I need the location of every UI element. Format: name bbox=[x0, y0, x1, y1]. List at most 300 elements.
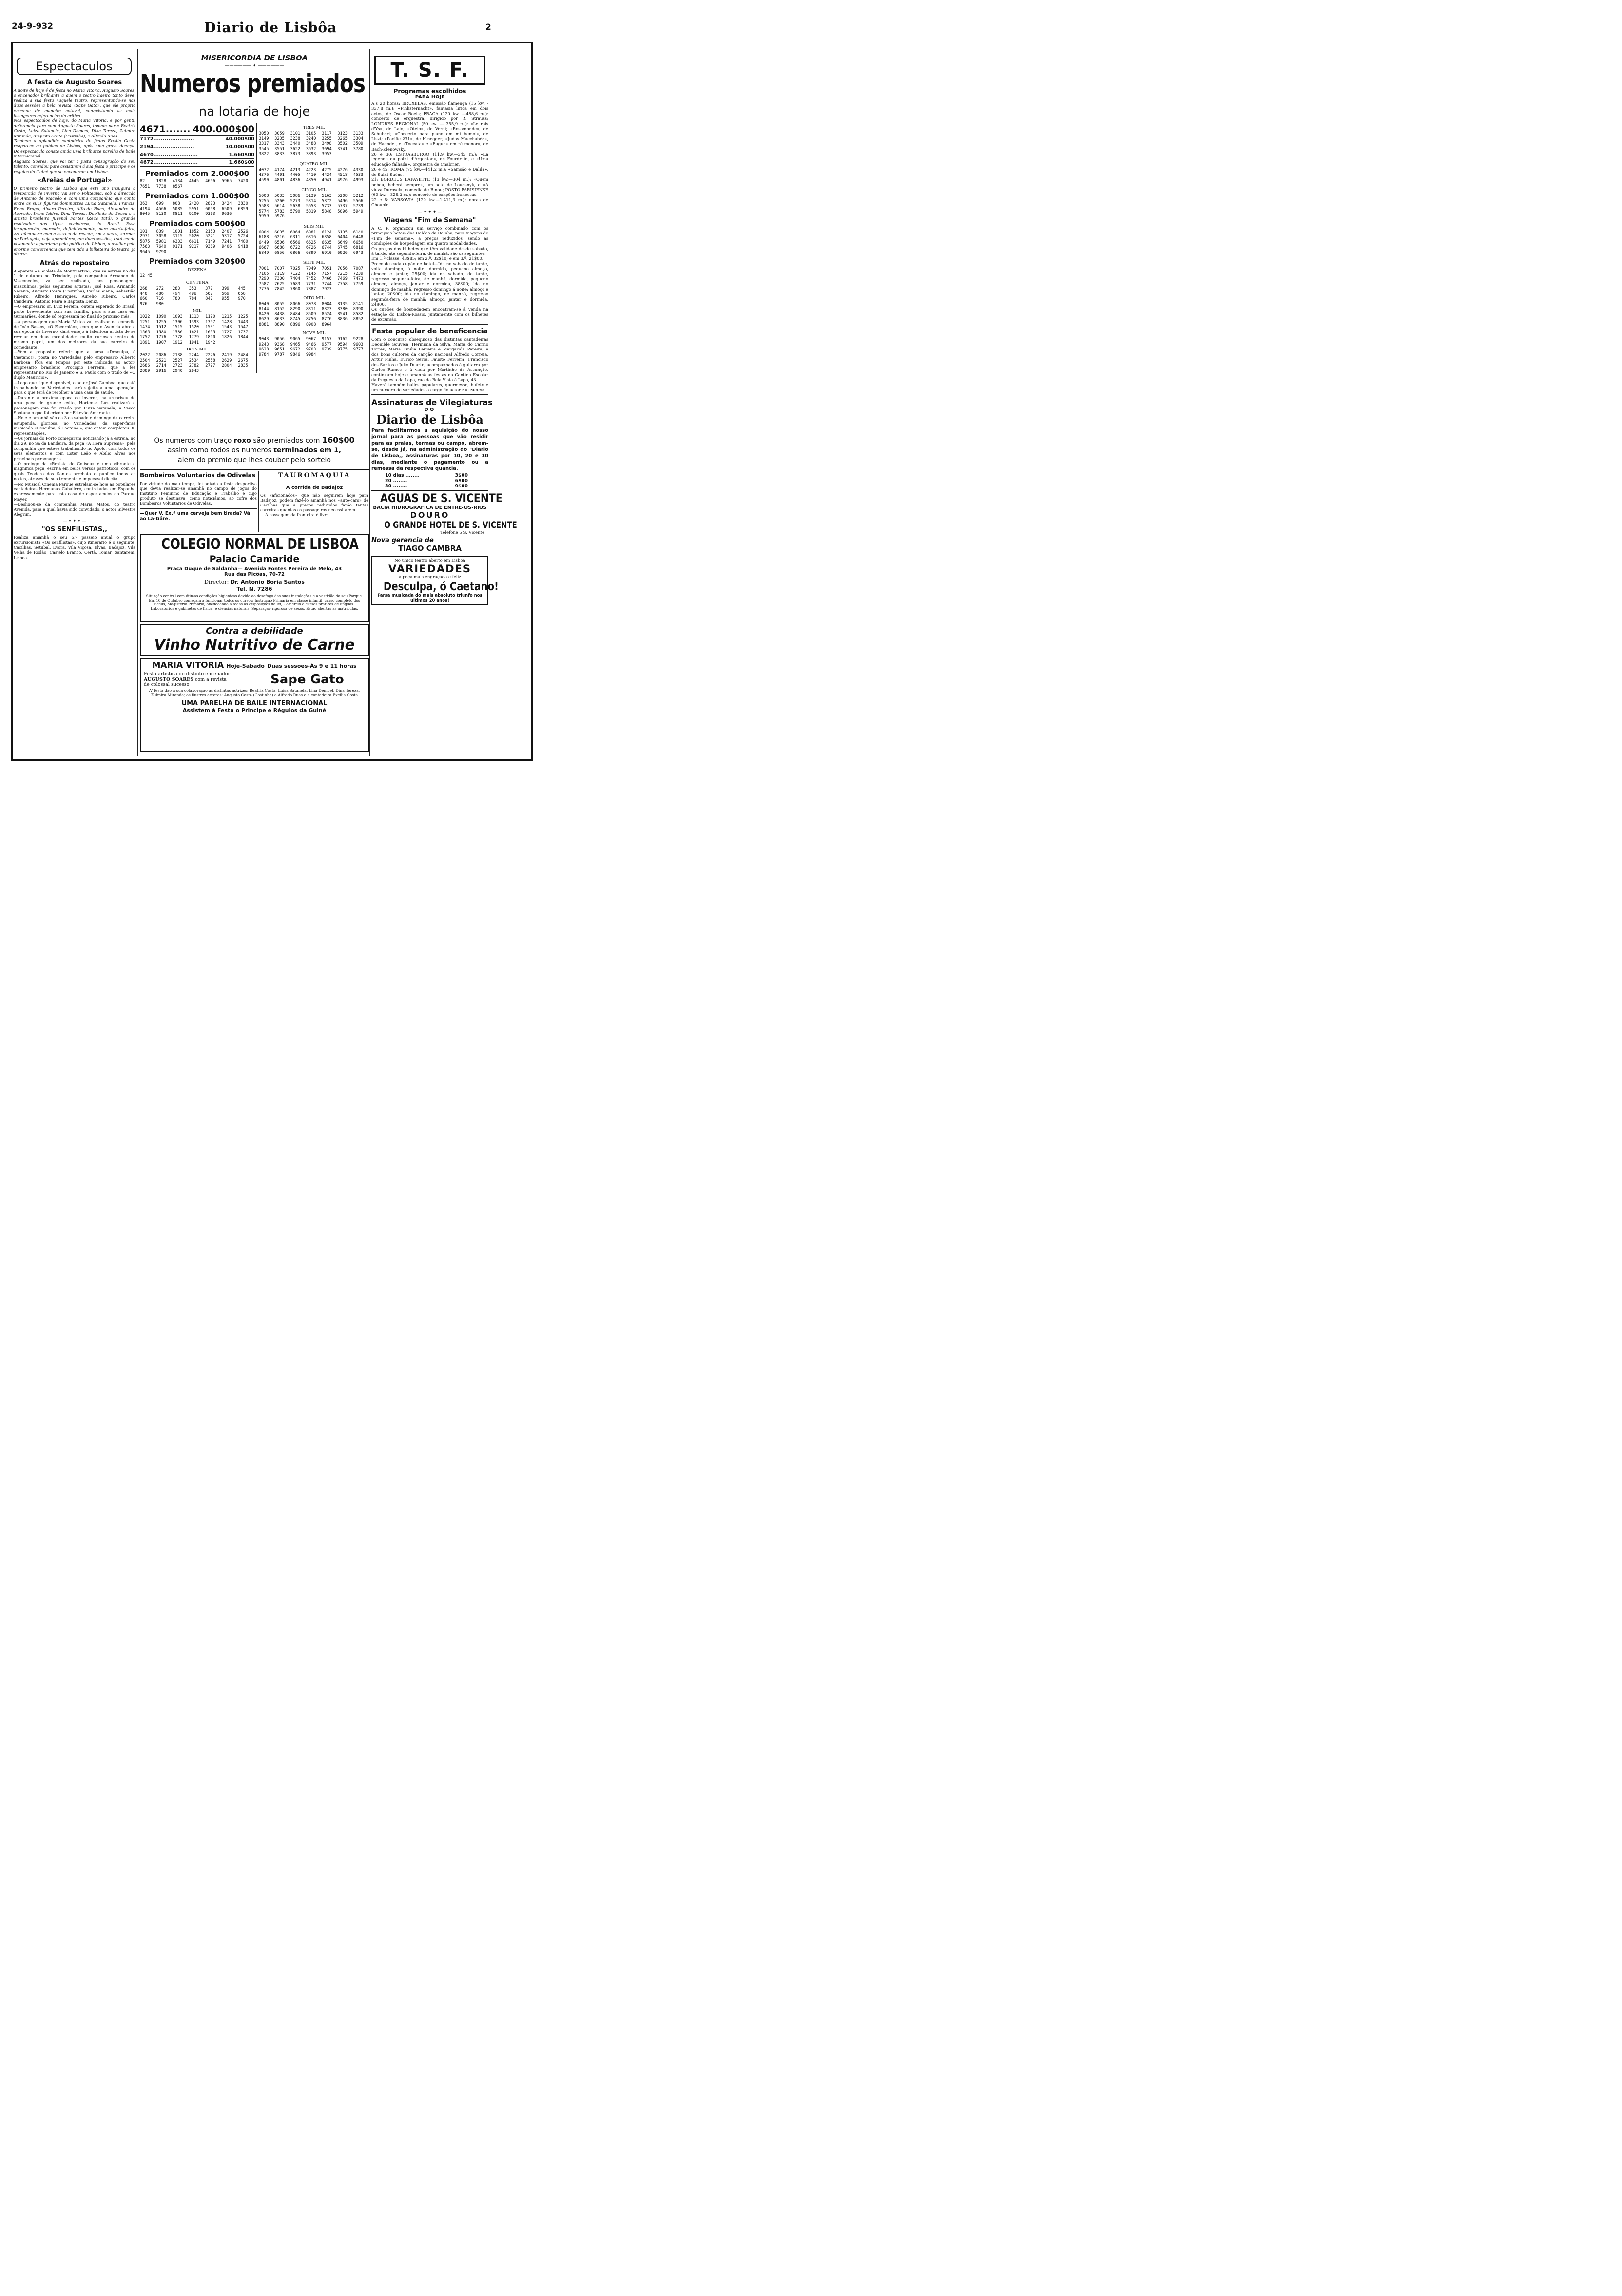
lottery-number: 1090 bbox=[156, 314, 167, 319]
lottery-number: 9645 bbox=[140, 249, 150, 254]
column-rule bbox=[258, 471, 259, 532]
sessions: Duas sessões-Ás 9 e 11 horas bbox=[267, 663, 357, 669]
paragraph: Augusto Soares, que vai ter a justa consagração do seu talento, convidou para assistirem á sua festa o principe e os regulos da Guiné que se encontram em Lisboa. bbox=[14, 158, 135, 174]
lottery-number: 1942 bbox=[205, 340, 215, 345]
lottery-number: 4533 bbox=[353, 173, 364, 177]
headline: Festa popular de beneficencia bbox=[372, 327, 488, 335]
lottery-number: 7087 bbox=[353, 266, 364, 271]
group-label: SETE MIL bbox=[303, 260, 325, 265]
paragraph: Situação central com ótimas condições higienicas devido ao desafogo das suas instalações e a vastidão do seu Parque. bbox=[146, 594, 363, 598]
number-grid bbox=[140, 353, 254, 373]
lottery-number: 5959 bbox=[259, 214, 269, 219]
lottery-number: 6058 bbox=[205, 206, 215, 212]
divider bbox=[140, 469, 369, 470]
lottery-number: 9228 bbox=[353, 337, 364, 342]
lottery-number: 6081 bbox=[306, 230, 316, 235]
lottery-number: 9389 bbox=[205, 244, 215, 249]
lottery-number: 9651 bbox=[274, 347, 285, 352]
theatre-name: MARIA VITORIA bbox=[152, 661, 224, 670]
price-days: 20 ........ bbox=[385, 478, 407, 484]
paragraph: A,s 20 horas: BRUXELAS, emissão flamenga (15 kw. - 337,8 m.): «Pinksternacht», fantasia lirica em dois actos, de Oscar Roels; PRAGA (120 kw. —488,6 m.): concerto de orquestra, dirigido por R. Strauss; LONDRES REGIONAL (50 kw. — 355,9 m.): «Le rois d'Ys», de Lalo; «Otelo», de Verdi; «Rosamonde», de Schubert; «Concerto para piano em mi bemol», de Liszt; «Pacific 231», de H.negger; «Judas Macchabée», de Haendel, e «Toccata» e «Fugue» em ré menor», de Bach-Klenowsky. bbox=[371, 101, 488, 152]
lottery-number: 372 bbox=[205, 286, 213, 291]
lottery-number: 7759 bbox=[353, 281, 364, 287]
lottery-number: 3133 bbox=[353, 131, 364, 136]
paragraph: Com o concurso obsequioso das distintas cantadeiras Deonilde Gouveia, Herminia da Silva, Maria do Carmo Torres, Maria Emilia Ferreira e Margarida Pereira, e dos bons cultores da canção nacional Alfredo Correia, Artur Pinha, Eurico Serra, Fausto Ferreira, Francisco dos Santos e Julio Duarte, acompanhados á guitarra por Carlos Ramos e á viola por Martinho de Assunção, continuam hoje e amanhã as festas da Cantina Escolar da freguesia da Lapa, rua da Bela Vista á Lapa, 43. bbox=[371, 336, 488, 382]
lottery-number: 1251 bbox=[140, 319, 150, 325]
lottery-number: 6816 bbox=[353, 245, 364, 250]
lottery-number: 9790 bbox=[156, 249, 167, 254]
lottery-number: 8896 bbox=[290, 322, 301, 327]
lottery-number: 7215 bbox=[337, 271, 348, 276]
lottery-number: 1727 bbox=[221, 330, 232, 335]
footer-text: Os numeros com traço bbox=[154, 437, 232, 445]
lottery-number: 3317 bbox=[259, 141, 269, 146]
lottery-number: 7149 bbox=[205, 239, 215, 244]
paragraph: 20 e 30: ESTRASBURGO (11,9 kw.—345 m.): «La legende du point d'Argentan», de Fourdrain, e «Uma educação falhada», orquestra de Chabrier. bbox=[371, 152, 488, 167]
lottery-number: 6404 bbox=[337, 235, 348, 240]
lottery-number: 716 bbox=[156, 296, 164, 301]
lottery-number: 7105 bbox=[259, 271, 269, 276]
lottery-number: 1655 bbox=[205, 330, 215, 335]
lottery-number: 8908 bbox=[306, 322, 316, 327]
lottery-number: 5314 bbox=[306, 198, 316, 204]
paragraph: A passagem da fronteira é livre. bbox=[265, 512, 330, 517]
footer-amount: 160$00 bbox=[322, 435, 355, 445]
lottery-number: 6004 bbox=[259, 230, 269, 235]
paragraph: Haverá também bailes populares, quermesse, bufete e um numero de variedades a cargo do actor Rui Meteio. bbox=[371, 382, 488, 392]
lottery-number: 9368 bbox=[274, 342, 285, 347]
paragraph: —O prologo da «Revista do Coliseu» é uma vibrante e magnifica peça, escrita em belos versos patrioticos, com os quais Teodoro dos Santos arrebata o publico todas as noites, através da sua tremente e impecavel dicção. bbox=[14, 461, 135, 482]
lottery-number: 2420 bbox=[189, 201, 199, 206]
lottery-number: 5085 bbox=[173, 206, 183, 212]
number-grid bbox=[259, 230, 369, 256]
lottery-number: 268 bbox=[140, 286, 148, 291]
lottery-number: 1520 bbox=[189, 325, 199, 330]
lottery-subtitle: na lotaria de hoje bbox=[198, 104, 310, 119]
lottery-number: 5008 bbox=[259, 194, 269, 198]
paragraph: —Durante a proxima epoca de inverno, na «reprise» de uma peça de grande exito, Hortense Luz realizará o personagem que foi criado por Luiza Satanela, e Vasco Santana o que foi criado por Estevão Amarante. bbox=[14, 395, 135, 415]
lottery-number: 7466 bbox=[322, 276, 332, 281]
lottery-number: 7025 bbox=[290, 266, 301, 271]
lottery-number: 2534 bbox=[189, 358, 199, 363]
paragraph: —Vem a proposito referir que a farsa «Desculpa, ó Caetano!», posta no Variedades pelo empresario Alberto Barbosa, fôra em tempos por este indicada ao actor-empresario brasileiro Procopio Ferreira, que a fez representar no Rio de Janeiro e S. Paulo com o titulo de «O duplo Mauricio». bbox=[14, 350, 135, 380]
lottery-number: 7758 bbox=[337, 281, 348, 287]
lottery-number: 4276 bbox=[337, 167, 348, 173]
paragraph: —Logo que fique disponivel, o actor José Gamboa, que está trabalhando no Variedades, será sujeito a uma operação, para o que terá de recolher a uma casa de saude. bbox=[14, 380, 135, 395]
lottery-number: 7842 bbox=[274, 287, 285, 292]
lottery-number: 8633 bbox=[274, 317, 285, 322]
lottery-number: 8040 bbox=[259, 301, 269, 307]
paragraph: A noite de hoje é de festa no Maria Vitoria. Augusto Soares, o encenador brilhante a quem o teatro ligeiro tanto deve, realiza a sua festa naquele teatro, representando-se nas duas sessões a bela revista «Sape Gato», que ele proprio encenou de maneira notavel, conquistando as mais lisongeiras referencias da critica. bbox=[14, 88, 135, 118]
group-label: CENTENA bbox=[186, 280, 209, 285]
lottery-number: 4134 bbox=[173, 179, 183, 184]
lottery-number: 2419 bbox=[221, 353, 232, 358]
headline: Atrás do reposteiro bbox=[39, 259, 110, 267]
price-days: 30 ........ bbox=[385, 484, 407, 489]
lottery-number: 8890 bbox=[274, 322, 285, 327]
lottery-number: 6943 bbox=[353, 250, 364, 255]
lottery-number: 9594 bbox=[337, 342, 348, 347]
lottery-number: 5638 bbox=[290, 204, 301, 209]
number-grid bbox=[140, 286, 254, 307]
lottery-number: 1022 bbox=[140, 314, 150, 319]
day: Hoje-Sabado bbox=[226, 663, 265, 669]
lottery-number: 7049 bbox=[306, 266, 316, 271]
lottery-number: 6910 bbox=[322, 250, 332, 255]
lottery-number: 2714 bbox=[156, 363, 167, 368]
fest-line: com a revista bbox=[195, 677, 227, 682]
column-rule-right bbox=[369, 49, 370, 756]
lottery-number: 9777 bbox=[353, 347, 364, 352]
subheadline: A corrida de Badajoz bbox=[286, 485, 343, 490]
lottery-number: 1826 bbox=[221, 335, 232, 340]
lottery-number: 4405 bbox=[290, 173, 301, 177]
lottery-number: 5139 bbox=[306, 194, 316, 198]
lottery-number: 8582 bbox=[353, 311, 364, 317]
lottery-number: 2723 bbox=[173, 363, 183, 368]
lottery-number: 5033 bbox=[274, 194, 285, 198]
lottery-number: 2804 bbox=[221, 363, 232, 368]
lottery-number: 3255 bbox=[322, 136, 332, 141]
lottery-number: 7776 bbox=[259, 287, 269, 292]
paragraph: Em 1.ª classe, 48$85; em 2.ª, 32$10; e em 3.ª, 21$00. bbox=[371, 256, 483, 261]
lottery-number: 7744 bbox=[322, 281, 332, 287]
lottery-number: 7731 bbox=[306, 281, 316, 287]
lottery-number: 5949 bbox=[353, 209, 364, 214]
divider bbox=[371, 394, 488, 395]
lottery-number: 5208 bbox=[337, 194, 348, 198]
lottery-number: 5965 bbox=[221, 179, 232, 184]
lottery-number: 2526 bbox=[238, 229, 248, 234]
lottery-number: 8130 bbox=[156, 212, 167, 216]
lottery-number: 2521 bbox=[156, 358, 167, 363]
lottery-number: 9577 bbox=[322, 342, 332, 347]
paragraph: Os «aficionados» que não seguirem hoje para Badajoz, podem fazê-lo amanhã nos «auto-cars» de Cacilhas que a preços reduzidos farão tantas carreiras quantas os passageiros necessitarem. bbox=[260, 493, 368, 512]
lottery-number: 1912 bbox=[173, 340, 183, 345]
newspaper-masthead: Diario de Lisbôa bbox=[204, 19, 337, 36]
lottery-number: 2138 bbox=[173, 353, 183, 358]
headline: "OS SENFILISTAS,, bbox=[41, 525, 108, 533]
lottery-results bbox=[140, 54, 369, 373]
number-grid bbox=[259, 168, 369, 183]
top-prize-row bbox=[140, 143, 254, 151]
lottery-number: 7651 bbox=[140, 184, 150, 189]
price-row bbox=[385, 478, 468, 484]
lottery-number: 1737 bbox=[238, 330, 248, 335]
lottery-number: 7241 bbox=[221, 239, 232, 244]
lottery-number: 486 bbox=[156, 291, 164, 296]
lottery-number: 5163 bbox=[322, 194, 332, 198]
group-label: QUATRO MIL bbox=[299, 161, 328, 167]
lottery-number: 7887 bbox=[306, 287, 316, 292]
lottery-number: 6358 bbox=[322, 235, 332, 240]
lottery-number: 8290 bbox=[290, 307, 301, 311]
paragraph: —No Musical Cinema Parque estrelam-se hoje as populares cantadeiras Hermanas Caballero, contratadas em Espanha expressamente para esta casa de espectaculos do Parque Mayer. bbox=[14, 481, 135, 502]
lottery-number: 8135 bbox=[337, 301, 348, 307]
lottery-number: 839 bbox=[156, 229, 164, 234]
lottery-number: 8629 bbox=[259, 317, 269, 322]
lottery-number: 1190 bbox=[205, 314, 215, 319]
paragraph: Por virtude do mau tempo, foi adiada a festa desportiva que devia realizar-se amanhã no campo de jogos do Instituto Feminino de Educação e Trabalho e cujo produto se destinava, como noticiámos, ao cofre dos Bombeiros Voluntarios de Odivelas. bbox=[140, 481, 257, 506]
lottery-number: 3235 bbox=[274, 136, 285, 141]
lottery-number: 2527 bbox=[173, 358, 183, 363]
lottery-number: 1565 bbox=[140, 330, 150, 335]
lottery-number: 1113 bbox=[189, 314, 199, 319]
paragraph: 21: BORDEUS LAFAYETTE (13 kw.—304 m.): «Quem bebeu, beberá sempre», um acto de Louesnyk, e «A viuva Durosel», comedia de Binou; POSTO PARISIENSE (60 kw.—328,2 m.): concerto de canções francesas. bbox=[371, 177, 488, 197]
lottery-number: 496 bbox=[189, 291, 197, 296]
group-label: DOIS MIL bbox=[186, 347, 208, 352]
lottery-number: 272 bbox=[156, 286, 164, 291]
page-number: 2 bbox=[485, 22, 491, 32]
lottery-number: 4410 bbox=[306, 173, 316, 177]
lottery-number: 1779 bbox=[189, 335, 199, 340]
lottery-number: 7563 bbox=[140, 244, 150, 249]
lottery-number: 1443 bbox=[238, 319, 248, 325]
lottery-number: 1752 bbox=[140, 335, 150, 340]
lottery-number: 5020 bbox=[189, 234, 199, 239]
show-title: Sape Gato bbox=[270, 672, 344, 687]
lottery-number: 7007 bbox=[274, 266, 285, 271]
footer-text: alem do premio que lhes couber pelo sorteio bbox=[178, 456, 331, 464]
paragraph: 22 e 5: VARSOVIA (120 kw.—1.411,3 m.): obras de Choupin. bbox=[371, 197, 488, 208]
lottery-number: 8420 bbox=[259, 311, 269, 317]
lottery-number: 7122 bbox=[290, 271, 301, 276]
lottery-number: 2558 bbox=[205, 358, 215, 363]
lottery-number: 6448 bbox=[353, 235, 364, 240]
lottery-number: 3893 bbox=[306, 152, 316, 156]
lottery-number: 2940 bbox=[173, 368, 183, 373]
lottery-number: 699 bbox=[156, 201, 164, 206]
lottery-number: 283 bbox=[173, 286, 180, 291]
headline: Assinaturas de Vilegiaturas bbox=[371, 398, 493, 408]
paragraph: 20 e 45: ROMA (75 kw.—441,2 m.): «Samsão e Dalila», de Saint-Saëns. bbox=[371, 167, 488, 177]
lottery-number: 2022 bbox=[140, 353, 150, 358]
colegio-title: COLEGIO NORMAL DE LISBOA bbox=[161, 536, 359, 553]
group-label: DEZENA bbox=[188, 268, 207, 272]
lottery-number: 3488 bbox=[306, 141, 316, 146]
lottery-number: 3498 bbox=[322, 141, 332, 146]
connector: DO bbox=[424, 407, 436, 413]
lottery-number: 3830 bbox=[238, 201, 248, 206]
subheadline: Programas escolhidos bbox=[393, 88, 466, 95]
headline: Bombeiros Voluntarios de Odivelas bbox=[140, 472, 255, 479]
price-row bbox=[385, 484, 468, 489]
lottery-number: 399 bbox=[221, 286, 230, 291]
lottery-number: 6124 bbox=[322, 230, 332, 235]
lottery-number: 2889 bbox=[140, 368, 150, 373]
lottery-number: 7683 bbox=[290, 281, 301, 287]
lottery-number: 970 bbox=[238, 296, 246, 301]
lottery-number: 5819 bbox=[306, 209, 316, 214]
lottery-number: 2244 bbox=[189, 353, 199, 358]
lottery-number: 4590 bbox=[259, 177, 269, 183]
lottery-number: 808 bbox=[173, 201, 180, 206]
paragraph: Os preços dos bilhetes que têm validade desde sabado, á tarde, até segunda-feira, de manhã, são os seguintes: bbox=[371, 246, 488, 256]
lottery-number: 7420 bbox=[238, 179, 248, 184]
lottery-number: 9162 bbox=[337, 337, 348, 342]
lottery-number: 5733 bbox=[322, 204, 332, 209]
lottery-number: 3050 bbox=[259, 131, 269, 136]
lottery-number: 7587 bbox=[259, 281, 269, 287]
lottery-number: 8776 bbox=[322, 317, 332, 322]
lottery-number: 9672 bbox=[290, 347, 301, 352]
lottery-number: 1810 bbox=[205, 335, 215, 340]
paragraph: Em 10 de Outubro começam a funcionar todos os cursos: Instrução Primaria em classe infantil, curso completo dos liceus, Magisterio Primario, obedecendo a todas as disposições da lei, Comercio e cursos praticos de linguas. Laboratorios e gabinetes de física, e ciencias naturais. Separação rigorosa de sexos. Estão abertas as matriculas. bbox=[149, 598, 360, 611]
lottery-number: 3502 bbox=[337, 141, 348, 146]
price-value: 9$00 bbox=[455, 484, 468, 489]
lottery-number: 9067 bbox=[306, 337, 316, 342]
lottery-number: 7001 bbox=[259, 266, 269, 271]
lottery-number: 5260 bbox=[274, 198, 285, 204]
lottery-number: 3833 bbox=[274, 152, 285, 156]
prize-heading: Premiados com 500$00 bbox=[149, 219, 246, 228]
lottery-number: 1778 bbox=[173, 335, 183, 340]
lottery-kicker: MISERICORDIA DE LISBOA bbox=[201, 54, 308, 62]
lottery-number: 9775 bbox=[337, 347, 348, 352]
footer-text: assim como todos os numeros bbox=[167, 447, 271, 454]
lottery-number: 6625 bbox=[306, 240, 316, 245]
divider bbox=[371, 324, 488, 325]
lottery-number: 7625 bbox=[274, 281, 285, 287]
lottery-number: 4174 bbox=[274, 167, 285, 173]
lottery-number: 5737 bbox=[337, 204, 348, 209]
fest-name: AUGUSTO SOARES bbox=[144, 677, 194, 682]
lottery-number: 7640 bbox=[156, 244, 167, 249]
lottery-number: 9703 bbox=[306, 347, 316, 352]
lottery-number: 5981 bbox=[156, 239, 167, 244]
lottery-number: 3822 bbox=[259, 152, 269, 156]
lottery-number: 3101 bbox=[290, 131, 301, 136]
lottery-number: 1512 bbox=[156, 325, 167, 330]
lottery-number: 6216 bbox=[274, 235, 285, 240]
lottery-number: 8141 bbox=[353, 301, 364, 307]
lottery-number: 8567 bbox=[173, 184, 183, 189]
entertainment-column bbox=[14, 54, 135, 743]
footer-emphasis: roxo bbox=[233, 437, 251, 445]
lottery-number: 8323 bbox=[322, 307, 332, 311]
lottery-number: 2916 bbox=[156, 368, 167, 373]
lottery-number: 3632 bbox=[306, 146, 316, 152]
lottery-number: 8484 bbox=[290, 311, 301, 317]
group-label: TRES MIL bbox=[303, 125, 325, 130]
lottery-number: 6744 bbox=[322, 245, 332, 250]
lottery-number: 4801 bbox=[274, 177, 285, 183]
aguas-title: AGUAS DE S. VICENTE bbox=[380, 491, 502, 506]
colegio-phone: Tel. N. 7286 bbox=[236, 586, 272, 592]
lottery-number: 353 bbox=[189, 286, 197, 291]
lottery-number: 1852 bbox=[189, 229, 199, 234]
lottery-number: 9466 bbox=[306, 342, 316, 347]
manager-name: TIAGO CAMBRA bbox=[398, 544, 462, 553]
lottery-number: 1393 bbox=[189, 319, 199, 325]
lottery-number: 4645 bbox=[189, 179, 199, 184]
lottery-number: 9406 bbox=[221, 244, 232, 249]
prize-value: 1.660$00 bbox=[229, 152, 254, 157]
lottery-number: 5653 bbox=[306, 204, 316, 209]
paragraph: A C. P. organizou um serviço combinado com os principais hoteis das Caldas da Rainha, para viagens de «Fim de semana», a preços reduzidos, sendo as condições de hospedagem em quatro modalidades. bbox=[371, 225, 488, 246]
lottery-number: 8745 bbox=[290, 317, 301, 322]
lottery-number: 8045 bbox=[140, 212, 150, 216]
lottery-footer bbox=[140, 435, 369, 465]
group-label: CINCO MIL bbox=[301, 188, 327, 193]
bombeiros-article bbox=[140, 471, 257, 522]
ornament-divider: —————— ✦ —————— bbox=[225, 63, 284, 68]
paragraph: Para facilitarmos a aquisição do nosso jornal para as pessoas que vão residir para as praias, termas ou campo, abrem-se, desde já, na administração do "Diario de Lisboa,, assinaturas por 10, 20 e 30 dias, mediante o pagamento ou a remessa da respectiva quantia. bbox=[371, 428, 488, 472]
lottery-number: 3545 bbox=[259, 146, 269, 152]
paragraph: A opereta «A Violeta de Montmartre», que se estreia no dia 1 de outubro no Trindade, pela companhia Armando de Vasconcelos, vai ser realizada, nos personagens masculinos, pelos seguintes artistas: José Rosa, Armando Saraiva, Augusto Costa (Costinha), Carlos Viana, Sebastião Ribeiro, Alfredo Henriques, Aurelio Ribeiro, Carlos Candeira, Antonio Paiva e Baptista Deniz. bbox=[14, 268, 135, 304]
price-row bbox=[385, 473, 468, 478]
vinho-line1: Contra a debilidade bbox=[206, 626, 303, 636]
footer-emphasis: terminados em 1, bbox=[273, 447, 342, 454]
lottery-number: 2835 bbox=[238, 363, 248, 368]
lottery-number: 5724 bbox=[238, 234, 248, 239]
lottery-number: 9787 bbox=[274, 352, 285, 357]
paragraph: —O empresario sr. Luiz Pereira, ontem esperado do Brasil, parte brevemente com sua familia, para a sua casa em Guimarães, donde só regressará no final do proximo mês. bbox=[14, 304, 135, 319]
lottery-number: 5566 bbox=[353, 198, 364, 204]
lottery-number: 5896 bbox=[337, 209, 348, 214]
lottery-number: 7923 bbox=[322, 287, 332, 292]
fest-line: de colossal sucesso bbox=[144, 682, 190, 687]
lottery-number: 3117 bbox=[322, 131, 332, 136]
lottery-number: 3105 bbox=[306, 131, 316, 136]
maria-vitoria-ad bbox=[140, 658, 369, 752]
lottery-number: 3123 bbox=[337, 131, 348, 136]
lottery-number: 8881 bbox=[259, 322, 269, 327]
lottery-number: 3424 bbox=[221, 201, 232, 206]
lottery-number: 7119 bbox=[274, 271, 285, 276]
price-value: 6$00 bbox=[455, 478, 468, 484]
lottery-number: 8836 bbox=[337, 317, 348, 322]
prize-heading: Premiados com 320$00 bbox=[149, 257, 246, 266]
column-rule-left bbox=[137, 49, 138, 756]
lottery-number: 9418 bbox=[238, 244, 248, 249]
lottery-number: 5317 bbox=[221, 234, 232, 239]
right-column bbox=[371, 54, 517, 756]
lottery-number: 5271 bbox=[205, 234, 215, 239]
lottery-number: 2782 bbox=[189, 363, 199, 368]
lottery-number: 2675 bbox=[238, 358, 248, 363]
lottery-number: 445 bbox=[238, 286, 246, 291]
lottery-number: 4401 bbox=[274, 173, 285, 177]
lottery-number: 9984 bbox=[306, 352, 316, 357]
prize-number: 4670........................ bbox=[140, 152, 198, 157]
lottery-number: 6722 bbox=[290, 245, 301, 250]
lottery-number: 955 bbox=[221, 296, 230, 301]
paragraph: O primeiro teatro de Lisboa que este ano inaugura a temporada de inverno vai ser o Politeama, sob a direcção de Antonio de Macedo e com uma companhia que conta entre as suas figuras dominantes Luiza Satanela, Francis, Erico Braga, Alvaro Pereira, Alfredo Ruas, Alexandre de Azevedo, Irene Izidro, Dina Tereza, Deolinda de Sousa e o artista brasileiro Juvenal Fontes (Zeca Tatú), o grande realizador dos tipos «caipiras», do Brasil. Essa inauguração, marcada, definitivamente, para quarta-feira, 28, efectua-se com a estreia da revista, em 2 actos, «Areias de Portugal», cuja «première», em duas sessões, está sendo vivamente aguardada pelo publico de Lisboa, a avaliar pelo enorme concorrencia que tem tido a bilheteira do teatro, já aberta. bbox=[14, 185, 135, 257]
lottery-number: 3304 bbox=[353, 136, 364, 141]
tauromaquia-article bbox=[260, 471, 368, 517]
number-grid bbox=[259, 266, 369, 292]
lottery-number: 7860 bbox=[290, 287, 301, 292]
ornament-divider: — ✦ ✦ ✦ — bbox=[418, 209, 442, 214]
lottery-number: 1547 bbox=[238, 325, 248, 330]
lottery-number: 7239 bbox=[353, 271, 364, 276]
lottery-number: 4376 bbox=[259, 173, 269, 177]
lottery-number: 8756 bbox=[306, 317, 316, 322]
colegio-address: Praça Duque de Saldanha— Avenida Fontes Pereira de Melo, 43 bbox=[167, 566, 342, 572]
lottery-number: 5739 bbox=[353, 204, 364, 209]
lottery-number: 8541 bbox=[337, 311, 348, 317]
lottery-number: 3694 bbox=[322, 146, 332, 152]
lottery-number: 8152 bbox=[274, 307, 285, 311]
paper-name: Diario de Lisbôa bbox=[376, 412, 483, 427]
hotel-phone: Telefone 5 S. Vicente bbox=[440, 530, 484, 536]
lottery-number: 1001 bbox=[173, 229, 183, 234]
lottery-number: 6745 bbox=[337, 245, 348, 250]
lottery-number: 784 bbox=[189, 296, 197, 301]
aguas-region: DOURO bbox=[410, 510, 450, 520]
lottery-number: 4194 bbox=[140, 206, 150, 212]
